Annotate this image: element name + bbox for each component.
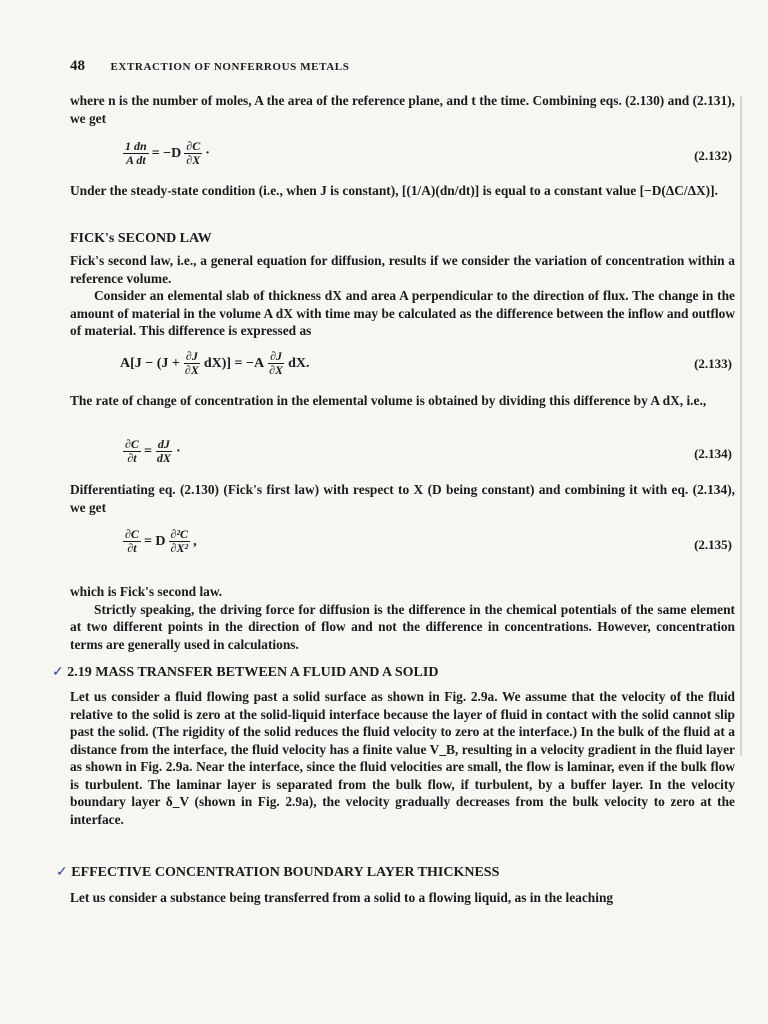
equation-2-133: A[J − (J + $\frac{\partial J}{\partial X}$ dX)] = −A $\frac{\partial J}{\partial X}$ dX. <box>120 349 310 377</box>
check-mark-icon: ✓ <box>52 665 64 680</box>
equation-2-135: $\frac{\partial C}{\partial t}$ = D $\frac{\text{∂²C}}{\text{∂X²}}$ , <box>125 527 197 555</box>
section-heading: FICK's SECOND LAW <box>70 231 212 246</box>
equation-number: (2.132) <box>694 148 732 163</box>
equation-number: (2.134) <box>694 446 732 461</box>
section-heading: ✓ 2.19 MASS TRANSFER BETWEEN A FLUID AND A SOLID <box>52 665 439 680</box>
check-mark-icon: ✓ <box>56 865 68 880</box>
page-header <box>70 58 349 75</box>
paragraph: Differentiating eq. (2.130) (Fick's first law) with respect to X (D being constant) and combining it with eq. (2.134), we get <box>70 482 735 515</box>
equation-number: (2.133) <box>694 356 732 371</box>
page-number: 48 <box>70 58 85 74</box>
paragraph: The rate of change of concentration in the elemental volume is obtained by dividing this difference by A dX, i.e., <box>70 393 707 408</box>
paragraph: Fick's second law, i.e., a general equation for diffusion, results if we consider the variation of concentration within a reference volume. Consider an elemental slab of thickness dX and area A perpendicular to the direction of flux. The change in the amount of material in the volume A dX with time may be calculated as the difference between the inflow and outflow of material. This difference is expressed as <box>70 253 735 338</box>
equation-2-134: $\frac{\partial C}{\partial t}$ = $\frac{dJ}{dX}$ · <box>125 437 181 465</box>
equation-2-132: $\frac{1 dn}{\text{A dt}}$ = −D $\frac{\partial C}{\partial X}$ · <box>125 139 210 167</box>
paragraph: Let us consider a fluid flowing past a solid surface as shown in Fig. 2.9a. We assume that the velocity of the fluid relative to the solid is zero at the solid-liquid interface because the layer of fluid in contact with the solid cannot slip past the solid. (The rigidity of the solid reduces the fluid velocity to zero at the interface.) In the bulk of the fluid at a distance from the interface, the fluid velocity has a finite value V_B, resulting in a velocity gradient in the fluid layer as shown in Fig. 2.9a. Near the interface, since the fluid velocities are small, the flow is laminar, even if the bulk flow is turbulent. The laminar layer is separated from the bulk flow, if turbulent, by a buffer layer. In the velocity boundary layer δ_V (shown in Fig. 2.9a), the velocity gradually decreases from the bulk velocity to zero at the interface. <box>70 689 735 827</box>
paragraph: which is Fick's second law. Strictly speaking, the driving force for diffusion is the difference in the chemical potentials of the same element at two different points in the direction of flow and not the difference in concentrations. However, concentration terms are generally used in calculations. <box>70 584 735 652</box>
paragraph: Under the steady-state condition (i.e., when J is constant), [(1/A)(dn/dt)] is equal to a constant value [−D(ΔC/ΔX)]. <box>70 183 718 198</box>
paragraph: where n is the number of moles, A the area of the reference plane, and t the time. Combining eqs. (2.130) and (2.131), we get <box>70 93 735 126</box>
running-title: EXTRACTION OF NONFERROUS METALS <box>110 61 350 73</box>
equation-number: (2.135) <box>694 537 732 552</box>
scan-edge-shadow <box>740 96 742 756</box>
section-heading: ✓ EFFECTIVE CONCENTRATION BOUNDARY LAYER THICKNESS <box>56 865 500 880</box>
paragraph: Let us consider a substance being transferred from a solid to a flowing liquid, as in the leaching <box>70 890 614 905</box>
